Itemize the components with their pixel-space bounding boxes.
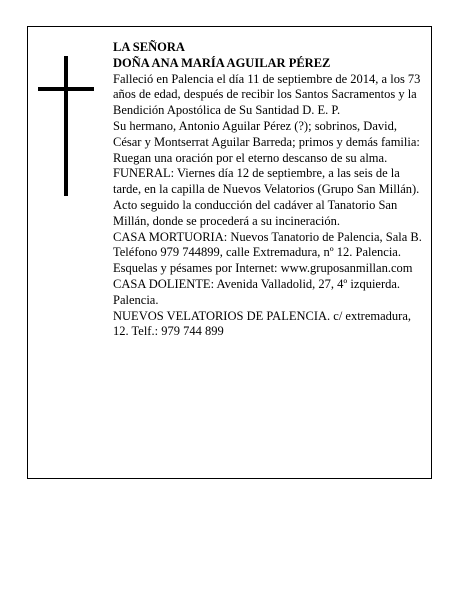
obituary-text [113, 40, 425, 340]
prayer-request: Ruegan una oración por el eterno descanso de su alma. [113, 150, 388, 165]
funeral-home-contact: NUEVOS VELATORIOS DE PALENCIA. c/ extremadura, 12. Telf.: 979 744 899 [113, 308, 412, 339]
deceased-name: DOÑA ANA MARÍA AGUILAR PÉREZ [113, 55, 331, 70]
mortuary-details: CASA MORTUORIA: Nuevos Tanatorio de Palencia, Sala B. Teléfono 979 744899, calle Extremadura, nº 12. Palencia. Esquelas y pésames por Internet: www.gruposanmillan.com [113, 229, 422, 276]
notice-title-line1: LA SEÑORA [113, 40, 185, 54]
funeral-details: FUNERAL: Viernes día 12 de septiembre, a las seis de la tarde, en la capilla de Nuevos Velatorios (Grupo San Millán). Acto seguido la conducción del cadáver al Tanatorio San Millán, donde se procederá a su incineración. [113, 166, 420, 228]
death-announcement: Falleció en Palencia el día 11 de septiembre de 2014, a los 73 años de edad, después de recibir los Santos Sacramentos y la Bendición Apostólica de Su Santidad D. E. P. [113, 71, 421, 118]
family-list: Su hermano, Antonio Aguilar Pérez (?); sobrinos, David, César y Montserrat Aguilar Barreda; primos y demás familia: [113, 118, 420, 149]
grieving-home-address: CASA DOLIENTE: Avenida Valladolid, 27, 4º izquierda. Palencia. [113, 276, 401, 307]
